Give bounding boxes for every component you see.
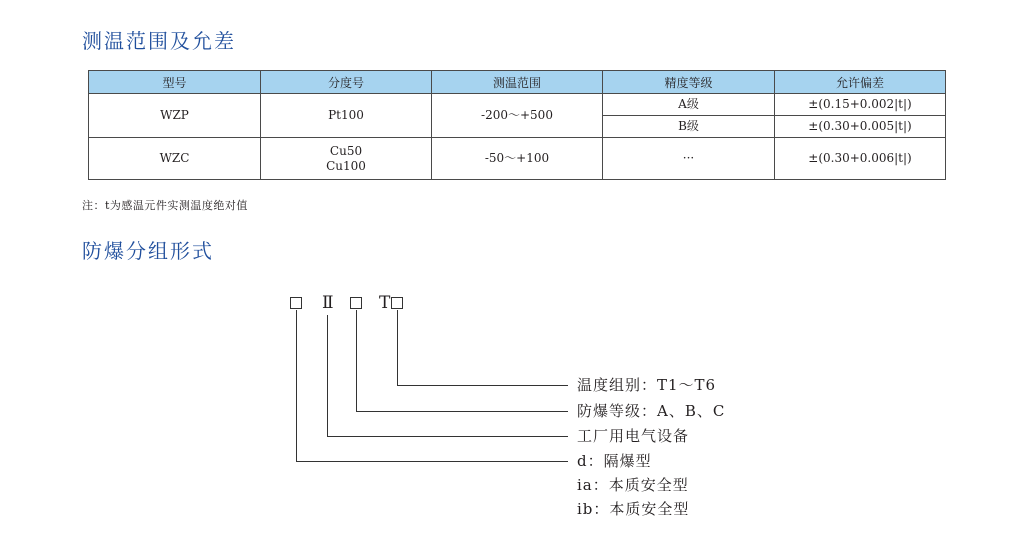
cell-grade: ··· bbox=[603, 138, 775, 180]
cell-index-line: Cu100 bbox=[326, 158, 366, 173]
code-t-prefix: T bbox=[379, 293, 391, 313]
cell-index-line: Cu50 bbox=[329, 143, 363, 158]
cell-grade: A级 bbox=[603, 94, 775, 116]
leader-line-factory bbox=[328, 315, 569, 437]
cell-tolerance: ±(0.30+0.006|t|) bbox=[775, 138, 946, 180]
section-title-temperature-range: 测温范围及允差 bbox=[82, 29, 236, 53]
cell-model: WZC bbox=[89, 138, 261, 180]
label-temperature-group: 温度组别：T1～T6 bbox=[577, 376, 717, 394]
leader-line-temp-group bbox=[398, 310, 569, 386]
code-group-roman: Ⅱ bbox=[322, 293, 334, 313]
cell-tolerance: ±(0.30+0.005|t|) bbox=[775, 116, 946, 138]
label-type-ib: ib：本质安全型 bbox=[577, 500, 690, 518]
cell-range: -50～+100 bbox=[432, 138, 603, 180]
cell-index: Pt100 bbox=[261, 94, 432, 138]
header-range: 测温范围 bbox=[432, 71, 603, 94]
label-type-d: d：隔爆型 bbox=[577, 452, 652, 470]
header-grade: 精度等级 bbox=[603, 71, 775, 94]
label-factory-equipment: 工厂用电气设备 bbox=[577, 427, 690, 445]
cell-model: WZP bbox=[89, 94, 261, 138]
label-type-ia: ia：本质安全型 bbox=[577, 476, 689, 494]
header-model: 型号 bbox=[89, 71, 261, 94]
label-ex-grade: 防爆等级：A、B、C bbox=[577, 402, 726, 420]
header-index: 分度号 bbox=[261, 71, 432, 94]
table-footnote: 注：t为感温元件实测温度绝对值 bbox=[82, 199, 248, 212]
cell-grade: B级 bbox=[603, 116, 775, 138]
header-tolerance: 允许偏差 bbox=[775, 71, 946, 94]
leader-line-ex-grade bbox=[357, 310, 569, 412]
cell-tolerance: ±(0.15+0.002|t|) bbox=[775, 94, 946, 116]
section-title-explosion-proof: 防爆分组形式 bbox=[82, 239, 214, 263]
cell-range: -200～+500 bbox=[432, 94, 603, 138]
